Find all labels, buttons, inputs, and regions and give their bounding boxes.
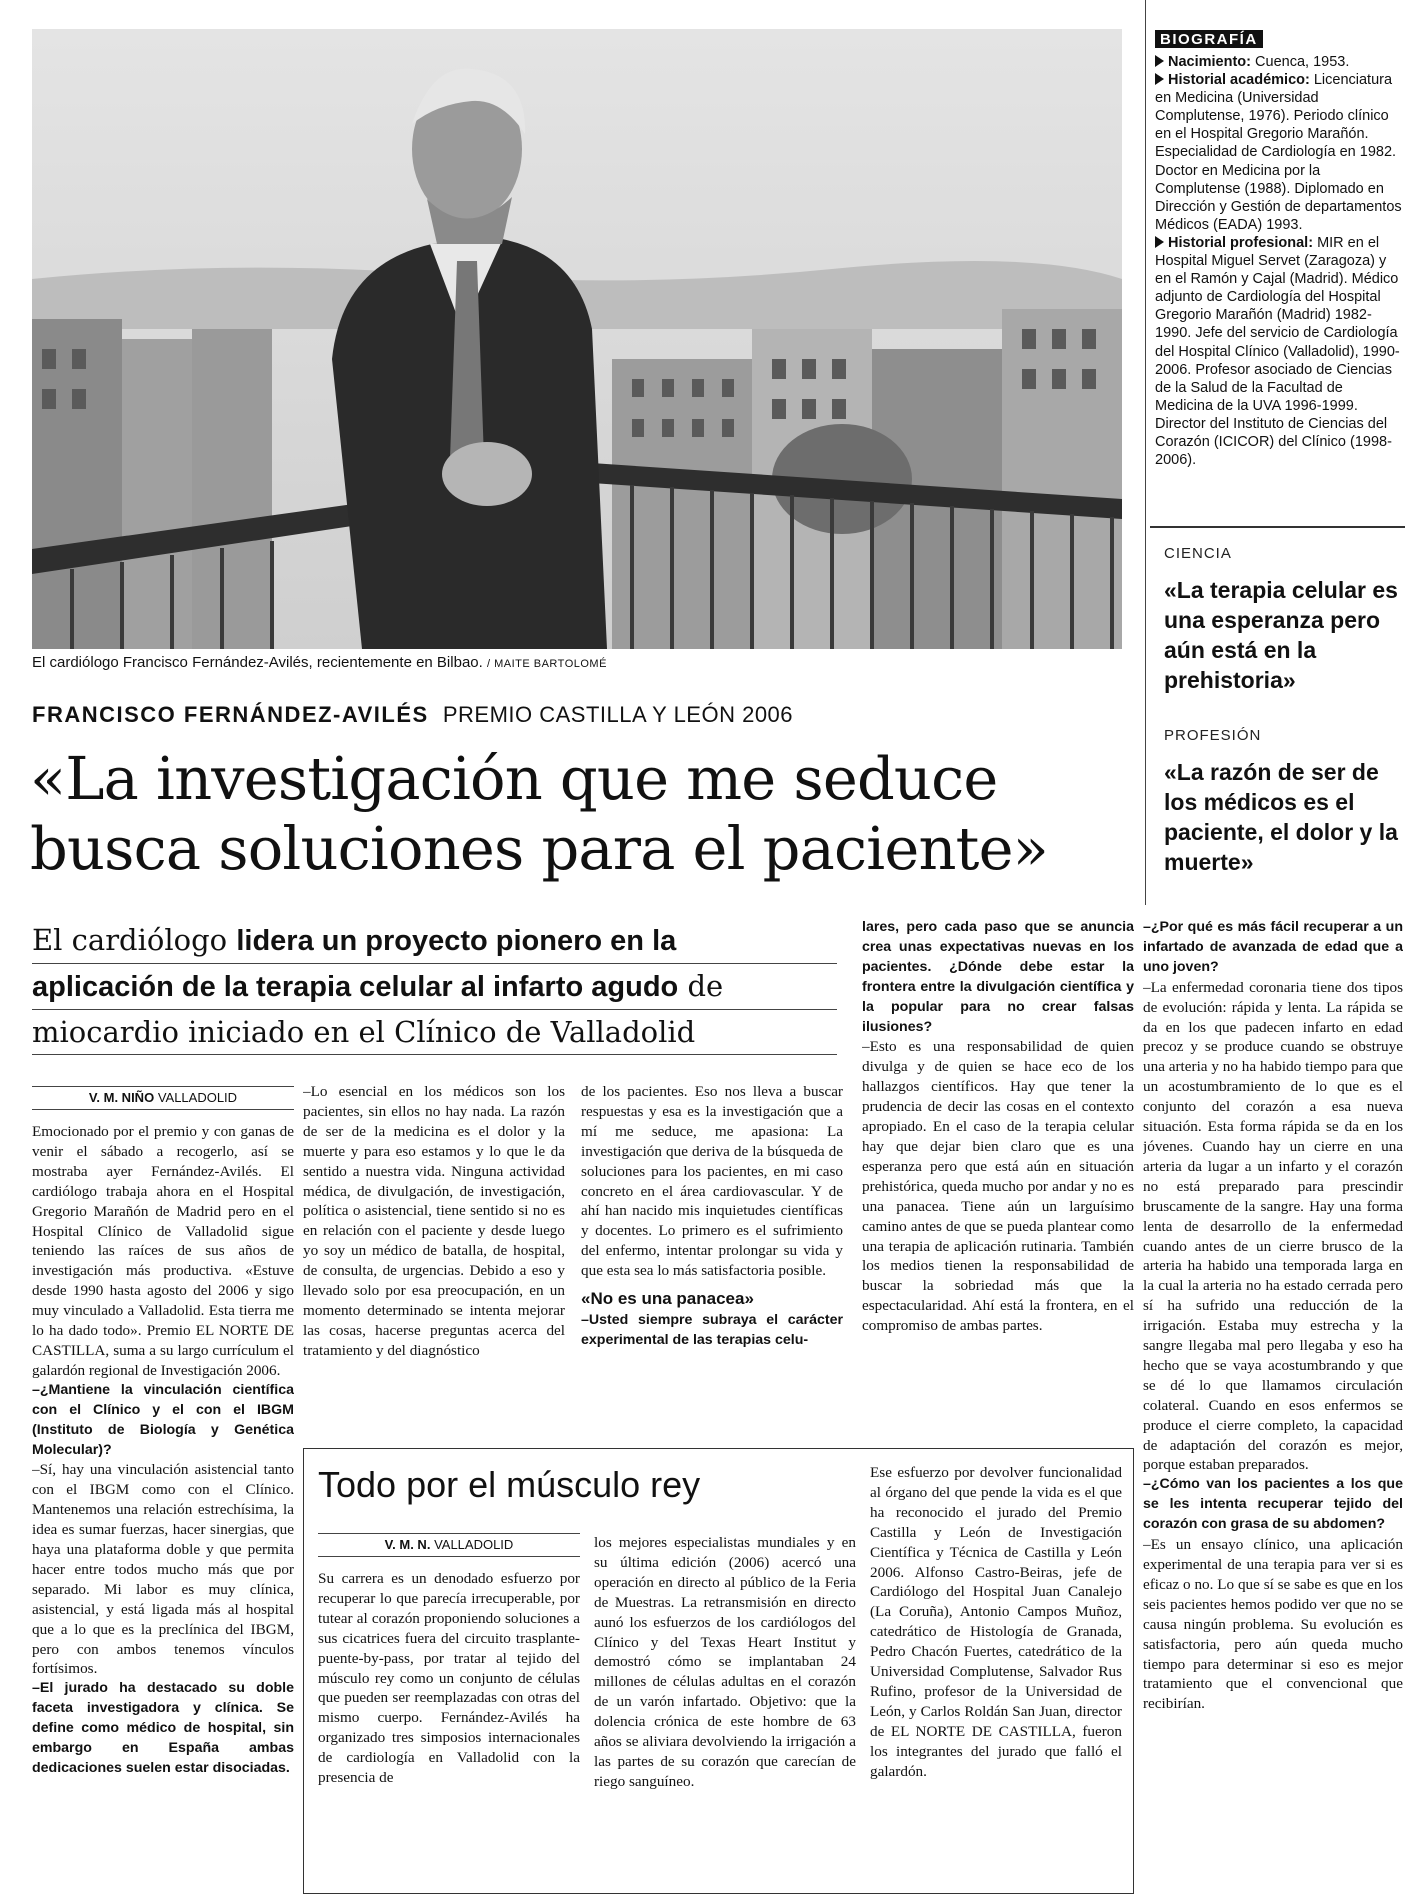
interview-question: –El jurado ha destacado su doble faceta investigadora y clínica. Se define como médico de hospital, sin embargo en España ambas dedicaciones suelen estar disociadas. xyxy=(32,1680,294,1776)
bio-item xyxy=(1155,71,1403,234)
article-column-5 xyxy=(1143,918,1403,1894)
subhead-line xyxy=(32,964,837,1010)
interview-question: lares, pero cada paso que se anuncia crea unas expectativas nuevas en los pacientes. ¿Dónde debe estar la frontera entre la divulgación científica y la popular para no crear falsas ilusiones? xyxy=(862,919,1134,1035)
byline-author: V. M. NIÑO xyxy=(88,1090,155,1105)
boxed-story-column-1 xyxy=(318,1569,580,1887)
paragraph: de los pacientes. Eso nos lleva a buscar respuestas y esa es la investigación que a mí me seduce, me apasiona: La investigación que deriva de la búsqueda de soluciones para los pacientes, en mi caso concreto en el área cardiovascular. Y de ahí han nacido mis inquietudes científicas y docentes. Lo primero es el sufrimiento del enfermo, intentar prolongar su vida y que esta sea lo más satisfactoria posible. xyxy=(581,1083,843,1280)
byline-city: VALLADOLID xyxy=(434,1537,514,1552)
sidebar-divider xyxy=(1145,0,1146,905)
subhead-bold-text: aplicación de la terapia celular al infarto agudo xyxy=(32,971,679,1003)
triangle-bullet-icon xyxy=(1155,55,1164,67)
boxed-story-column-2 xyxy=(594,1533,856,1887)
boxed-story-title: Todo por el músculo rey xyxy=(318,1464,701,1505)
paragraph: Su carrera es un denodado esfuerzo por recuperar lo que parecía irrecuperable, por tutear al corazón proponiendo soluciones a sus cicatrices fuera del circuito trasplante-puente-by-pass, por tratar al tejido del músculo rey como un conjunto de células que pueden ser reemplazadas con otras del mismo cuerpo. Fernández-Avilés ha organizado tres simposios internacionales de cardiología en Valladolid con la presencia de xyxy=(318,1570,580,1787)
bio-item-label: Nacimiento: xyxy=(1168,54,1251,70)
section-subhead: «No es una panacea» xyxy=(581,1289,754,1309)
bio-item-label: Historial académico: xyxy=(1168,72,1310,89)
paragraph: Emocionado por el premio y con ganas de venir el sábado a recogerlo, así se mostraba ayer Fernández-Avilés. El cardiólogo trabaja ahora en el Hospital Gregorio Marañón de Madrid pero en el Hospital Clínico de Valladolid sigue teniendo las raíces de sus años de investigación más productiva. «Estuve desde 1990 hasta agosto del 2006 y sigo muy vinculado a Valladolid. Esta tierra me lo ha dado todo». Premio EL NORTE DE CASTILLA, suma a su largo currículum el galardón regional de Investigación 2006. xyxy=(32,1123,294,1379)
subhead-text: de xyxy=(678,969,724,1003)
interview-question: –Usted siempre subraya el carácter experimental de las terapias celu- xyxy=(581,1312,843,1348)
article-column-2 xyxy=(303,1082,565,1432)
article-column-3 xyxy=(581,1082,843,1432)
byline-city: VALLADOLID xyxy=(157,1090,238,1105)
subhead-bold-text: lidera un proyecto pionero en la xyxy=(236,925,677,957)
photo-illustration xyxy=(32,29,1122,649)
portrait-photo xyxy=(32,29,1122,649)
boxed-story-byline xyxy=(318,1533,580,1557)
interview-question: –¿Cómo van los pacientes a los que se les intenta recuperar tejido del corazón con grasa de su abdomen? xyxy=(1143,1476,1403,1533)
paragraph: –Sí, hay una vinculación asistencial tanto con el IBGM como con el Clínico. Mantenemos una relación estrechísima, la idea es sumar fuerzas, hacer sinergias, que haya una plataforma doble y que permita hacer entre todos mucho más que por separado. Mi labor es muy clínica, asistencial, y está ligada más al hospital que a lo que es la preclínica del IBGM, pero con ambos tenemos vínculos fortísimos. xyxy=(32,1461,294,1678)
pull-quote-ciencia: «La terapia celular es una esperanza pero aún está en la prehistoria» xyxy=(1164,577,1398,693)
paragraph: –La enfermedad coronaria tiene dos tipos de evolución: rápida y lenta. La rápida se da en los que padecen infarto en edad precoz y se produce cuando se obstruye una arteria y no ha habido tiempo para que un acostumbramiento de lo que es el conjunto del corazón a esa nueva situación. Esta forma rápida se da en los jóvenes. Cuando hay un cierre en una arteria da lugar a un infarto y el corazón no está preparado para prescindir bruscamente de la sangre. Hay una forma lenta de desarrollo de la enfermedad cuando antes de un cierre brusco de la arteria ha habido una temporada larga en la cual la arteria no ha estado cerrada pero sí ha sufrido una reducción de la irrigación. Estaba muy estrecha y la sangre llegaba mal pero llegaba y eso ha hecho que se vaya acostumbrando y que se dé lo que llamamos circulación colateral. Cuando en esos enfermos se produce el cierre completo, la capacidad de adaptación del corazón es mejor, porque estaban preparados. xyxy=(1143,978,1403,1474)
bio-item-label: Historial profesional: xyxy=(1168,234,1314,251)
photo-caption-text: El cardiólogo Francisco Fernández-Avilés, recientemente en Bilbao. xyxy=(32,654,483,671)
boxed-story xyxy=(303,1448,1134,1894)
topic-label-profesion: PROFESIÓN xyxy=(1164,727,1262,744)
byline-author: V. M. N. xyxy=(384,1537,431,1552)
biography-box xyxy=(1155,30,1403,469)
award-name: PREMIO CASTILLA Y LEÓN 2006 xyxy=(442,702,794,727)
subhead-line: miocardio iniciado en el Clínico de Valladolid xyxy=(32,1010,837,1055)
article-column-1 xyxy=(32,1122,294,1894)
headline-line: «La investigación que me seduce xyxy=(30,744,998,813)
headline xyxy=(30,744,1048,884)
bio-item xyxy=(1155,53,1403,71)
triangle-bullet-icon xyxy=(1155,73,1164,85)
byline xyxy=(32,1086,294,1110)
kicker xyxy=(32,702,793,728)
bio-item-text: Licenciatura en Medicina (Universidad Complutense, 1976). Periodo clínico en el Hospital Gregorio Marañón. Especialidad de Cardiología en 1982. Doctor en Medicina por la Complutense (1988). Diplomado en Dirección y Gestión de departamentos Médicos (EADA) 1993. xyxy=(1155,72,1402,233)
bio-item xyxy=(1155,234,1403,469)
boxed-story-column-3 xyxy=(870,1463,1122,1887)
paragraph: los mejores especialistas mundiales y en su última edición (2006) acercó una operación en directo al público de la Feria de Muestras. La retransmisión en directo aunó los esfuerzos de los cardiólogos del Clínico y del Texas Heart Institut y demostró cómo se implantaban 24 millones de células adultas en el corazón de un varón infartado. Objetivo: que la dolencia crónica de este hombre de 63 años se aliviara devolviendo la irrigación a las partes de su corazón que carecían de riego sanguíneo. xyxy=(594,1534,856,1790)
interview-question: –¿Por qué es más fácil recuperar a un infartado de avanzada de edad que a uno joven? xyxy=(1143,919,1403,975)
article-column-4 xyxy=(862,918,1134,1432)
subhead-text: El cardiólogo xyxy=(32,923,237,957)
photo-caption xyxy=(32,654,607,671)
subheadline xyxy=(32,918,837,1055)
bio-item-text: Cuenca, 1953. xyxy=(1255,54,1350,70)
pull-quote-profesion: «La razón de ser de los médicos es el paciente, el dolor y la muerte» xyxy=(1164,759,1398,875)
photo-credit: / MAITE BARTOLOMÉ xyxy=(486,658,607,670)
paragraph: –Esto es una responsabilidad de quien divulga y de quien se hace eco de los hallazgos científicos. Hay que tener la prudencia de decir las cosas en el contexto apropiado. En el caso de la terapia celular hay que dejar bien claro que es una esperanza pero que está aún en situación prehistórica, queda mucho por andar y no es una panacea. Tiene aún un larguísimo camino antes de que se pueda plantear como una terapia de aplicación rutinaria. También los medios tienen la responsabilidad de buscar la sobriedad más que la espectacularidad. Ahí está la frontera, en el compromiso de ambas partes. xyxy=(862,1038,1134,1335)
paragraph: Ese esfuerzo por devolver funcionalidad al órgano del que pende la vida es el que ha reconocido el jurado del Premio Castilla y León de Investigación Científica y Técnica de Castilla y León 2006. Alfonso Castro-Beiras, jefe de Cardiólogo del Hospital Juan Canalejo (La Coruña), Antonio Campos Muñoz, catedrático de Histología de Granada, Pedro Chacón Fuertes, catedrático de la Universidad Complutense, Salvador Rus Rufino, profesor de la Universidad de León, y Carlos Roldán San Juan, director de EL NORTE DE CASTILLA, fueron los integrantes del jurado que falló el galardón. xyxy=(870,1464,1122,1780)
sidebar-rule xyxy=(1150,526,1405,528)
subhead-line xyxy=(32,918,837,964)
topic-label-ciencia: CIENCIA xyxy=(1164,545,1232,562)
interview-question: –¿Mantiene la vinculación científica con el Clínico y el con el IBGM (Instituto de Biología y Genética Molecular)? xyxy=(32,1381,294,1458)
interviewee-name: FRANCISCO FERNÁNDEZ-AVILÉS xyxy=(32,702,429,727)
bio-item-text: MIR en el Hospital Miguel Servet (Zaragoza) y en el Ramón y Cajal (Madrid). Médico adjunto de Cardiología del Hospital Gregorio Marañón (Madrid) 1982-1990. Jefe del servicio de Cardiología del Hospital Clínico (Valladolid), 1990-2006. Profesor asociado de Ciencias de la Salud de la Facultad de Medicina de la UVA 1996-1999. Director del Instituto de Ciencias del Corazón (ICICOR) del Clínico (1998-2006). xyxy=(1155,234,1400,469)
triangle-bullet-icon xyxy=(1155,236,1164,248)
paragraph: –Lo esencial en los médicos son los pacientes, sin ellos no hay nada. La razón de ser de la medicina es el dolor y la muerte y para eso estamos y lo que le da sentido a nuestra vida. Ninguna actividad médica, de divulgación, de investigación, política o asistencial, tiene sentido si no es en relación con el paciente y desde luego yo soy un médico de batalla, de hospital, de consulta, de urgencias. Debido a eso y llevado solo por esa preocupación, en un momento determinado se intenta mejorar las cosas, hacerse preguntas acerca del tratamiento y del diagnóstico xyxy=(303,1083,565,1359)
paragraph: –Es un ensayo clínico, una aplicación experimental de una terapia para ver si es eficaz o no. Lo que sí se sabe es que en los seis pacientes hemos podido ver que no se causa ningún problema. Su evolución es satisfactoria, pero aún queda mucho tiempo para determinar si eso es mejor tratamiento que el convencional que recibirían. xyxy=(1143,1536,1403,1713)
headline-line: busca soluciones para el paciente» xyxy=(30,814,1048,883)
biography-label: BIOGRAFÍA xyxy=(1155,30,1263,48)
